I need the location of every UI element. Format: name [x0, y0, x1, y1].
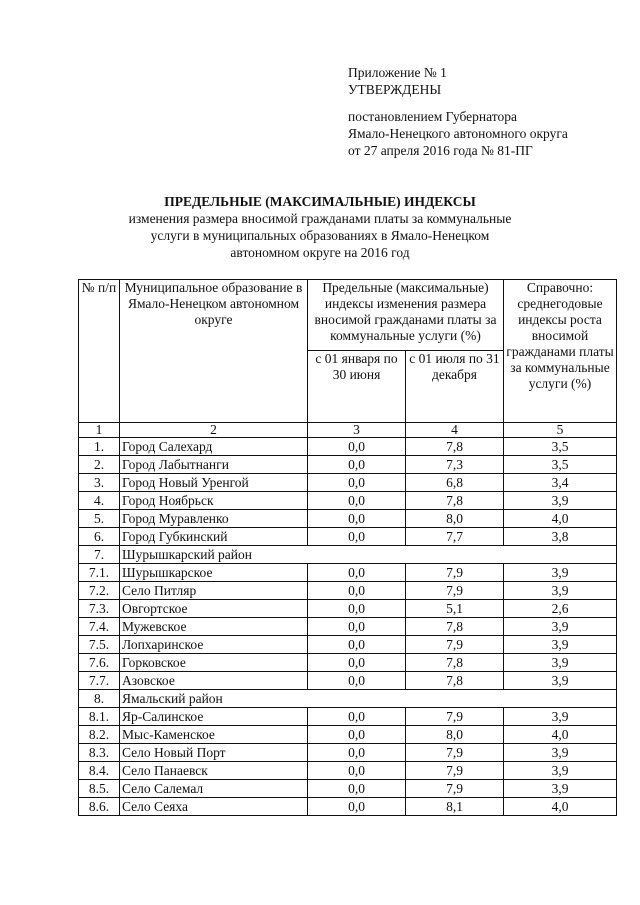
reference-index: 3,9	[504, 744, 617, 762]
indices-table	[78, 279, 617, 816]
table-row	[79, 780, 617, 798]
municipality-name: Село Панаевск	[120, 762, 308, 780]
index-period-2: 7,9	[406, 762, 504, 780]
index-period-2: 7,8	[406, 618, 504, 636]
index-period-1: 0,0	[308, 654, 406, 672]
index-period-1: 0,0	[308, 636, 406, 654]
row-number: 7.	[79, 546, 120, 564]
reference-index: 3,8	[504, 528, 617, 546]
index-period-2: 7,9	[406, 780, 504, 798]
region-line: Ямало-Ненецкого автономного округа	[348, 126, 568, 141]
index-period-2: 7,7	[406, 528, 504, 546]
index-period-2: 7,9	[406, 708, 504, 726]
district-name: Шурышкарский район	[120, 546, 617, 564]
municipality-name: Яр-Салинское	[120, 708, 308, 726]
column-number: 2	[120, 423, 308, 438]
header-reference: Справочно: среднегодовые индексы роста вносимой гражданами платы за коммунальные услуги (%)	[504, 280, 617, 423]
reference-index: 3,9	[504, 780, 617, 798]
row-number: 2.	[79, 456, 120, 474]
row-number: 8.2.	[79, 726, 120, 744]
index-period-2: 8,0	[406, 726, 504, 744]
table-row	[79, 618, 617, 636]
index-period-1: 0,0	[308, 510, 406, 528]
section-row	[79, 546, 617, 564]
index-period-1: 0,0	[308, 798, 406, 816]
header-period-1: с 01 января по 30 июня	[308, 351, 406, 423]
index-period-1: 0,0	[308, 438, 406, 456]
table-row	[79, 600, 617, 618]
index-period-2: 8,0	[406, 510, 504, 528]
reference-index: 3,9	[504, 564, 617, 582]
index-period-1: 0,0	[308, 456, 406, 474]
reference-index: 3,9	[504, 582, 617, 600]
municipality-name: Село Салемал	[120, 780, 308, 798]
reference-index: 3,9	[504, 492, 617, 510]
index-period-1: 0,0	[308, 672, 406, 690]
municipality-name: Азовское	[120, 672, 308, 690]
table-row	[79, 726, 617, 744]
column-number-row	[79, 423, 617, 438]
index-period-1: 0,0	[308, 582, 406, 600]
decree-date: от 27 апреля 2016 года № 81-ПГ	[348, 143, 533, 158]
index-period-1: 0,0	[308, 744, 406, 762]
table-row	[79, 510, 617, 528]
table-row	[79, 654, 617, 672]
header-num: № п/п	[79, 280, 120, 423]
municipality-name: Овгортское	[120, 600, 308, 618]
row-number: 8.	[79, 690, 120, 708]
row-number: 8.6.	[79, 798, 120, 816]
row-number: 5.	[79, 510, 120, 528]
reference-index: 3,4	[504, 474, 617, 492]
row-number: 7.7.	[79, 672, 120, 690]
index-period-1: 0,0	[308, 528, 406, 546]
row-number: 7.1.	[79, 564, 120, 582]
approved-label: УТВЕРЖДЕНЫ	[348, 82, 442, 97]
table-row	[79, 582, 617, 600]
municipality-name: Лопхаринское	[120, 636, 308, 654]
header-municipality: Муниципальное образование в Ямало-Ненецком автономном округе	[120, 280, 308, 423]
row-number: 6.	[79, 528, 120, 546]
index-period-1: 0,0	[308, 780, 406, 798]
municipality-name: Город Салехард	[120, 438, 308, 456]
index-period-2: 7,8	[406, 672, 504, 690]
table-row	[79, 438, 617, 456]
reference-index: 4,0	[504, 510, 617, 528]
table-row	[79, 708, 617, 726]
municipality-name: Город Лабытнанги	[120, 456, 308, 474]
column-number: 4	[406, 423, 504, 438]
index-period-1: 0,0	[308, 618, 406, 636]
row-number: 4.	[79, 492, 120, 510]
table-row	[79, 474, 617, 492]
index-period-2: 7,8	[406, 438, 504, 456]
section-row	[79, 690, 617, 708]
title-sub-2: услуги в муниципальных образованиях в Ямало-Ненецком	[150, 228, 490, 243]
header-period-2: с 01 июля по 31 декабря	[406, 351, 504, 423]
document-title	[90, 193, 550, 261]
title-sub-3: автономном округе на 2016 год	[230, 245, 410, 260]
index-period-2: 7,8	[406, 654, 504, 672]
index-period-1: 0,0	[308, 492, 406, 510]
municipality-name: Шурышкарское	[120, 564, 308, 582]
index-period-2: 5,1	[406, 600, 504, 618]
index-period-2: 8,1	[406, 798, 504, 816]
index-period-2: 7,8	[406, 492, 504, 510]
table-row	[79, 564, 617, 582]
index-period-2: 7,3	[406, 456, 504, 474]
reference-index: 2,6	[504, 600, 617, 618]
column-number: 1	[79, 423, 120, 438]
index-period-1: 0,0	[308, 726, 406, 744]
index-period-1: 0,0	[308, 474, 406, 492]
row-number: 3.	[79, 474, 120, 492]
index-period-1: 0,0	[308, 564, 406, 582]
index-period-2: 6,8	[406, 474, 504, 492]
row-number: 7.2.	[79, 582, 120, 600]
reference-index: 3,5	[504, 438, 617, 456]
reference-index: 3,5	[504, 456, 617, 474]
reference-index: 3,9	[504, 636, 617, 654]
row-number: 1.	[79, 438, 120, 456]
municipality-name: Село Новый Порт	[120, 744, 308, 762]
table-row	[79, 762, 617, 780]
municipality-name: Город Ноябрьск	[120, 492, 308, 510]
reference-index: 3,9	[504, 618, 617, 636]
row-number: 8.1.	[79, 708, 120, 726]
table-row	[79, 528, 617, 546]
row-number: 8.4.	[79, 762, 120, 780]
index-period-1: 0,0	[308, 708, 406, 726]
row-number: 8.5.	[79, 780, 120, 798]
municipality-name: Село Питляр	[120, 582, 308, 600]
reference-index: 3,9	[504, 654, 617, 672]
index-period-2: 7,9	[406, 582, 504, 600]
index-period-2: 7,9	[406, 744, 504, 762]
table-row	[79, 636, 617, 654]
index-period-1: 0,0	[308, 600, 406, 618]
municipality-name: Город Губкинский	[120, 528, 308, 546]
reference-index: 3,9	[504, 708, 617, 726]
table-row	[79, 456, 617, 474]
decree-line: постановлением Губернатора	[348, 109, 517, 124]
column-number: 5	[504, 423, 617, 438]
reference-index: 4,0	[504, 798, 617, 816]
index-period-1: 0,0	[308, 762, 406, 780]
title-sub-1: изменения размера вносимой гражданами платы за коммунальные	[128, 211, 512, 226]
table-row	[79, 744, 617, 762]
row-number: 7.5.	[79, 636, 120, 654]
row-number: 8.3.	[79, 744, 120, 762]
municipality-name: Село Сеяха	[120, 798, 308, 816]
district-name: Ямальский район	[120, 690, 617, 708]
municipality-name: Горковское	[120, 654, 308, 672]
appendix-label: Приложение № 1	[348, 65, 447, 80]
row-number: 7.4.	[79, 618, 120, 636]
municipality-name: Город Новый Уренгой	[120, 474, 308, 492]
reference-index: 4,0	[504, 726, 617, 744]
column-number: 3	[308, 423, 406, 438]
row-number: 7.6.	[79, 654, 120, 672]
row-number: 7.3.	[79, 600, 120, 618]
municipality-name: Мыс-Каменское	[120, 726, 308, 744]
approval-block	[348, 64, 628, 159]
reference-index: 3,9	[504, 672, 617, 690]
index-period-2: 7,9	[406, 564, 504, 582]
title-main: ПРЕДЕЛЬНЫЕ (МАКСИМАЛЬНЫЕ) ИНДЕКСЫ	[164, 194, 476, 209]
index-period-2: 7,9	[406, 636, 504, 654]
table-row	[79, 798, 617, 816]
table-row	[79, 672, 617, 690]
municipality-name: Город Муравленко	[120, 510, 308, 528]
table-row	[79, 492, 617, 510]
header-limit-indices: Предельные (максимальные) индексы изменения размера вносимой гражданами платы за коммунальные услуги (%)	[308, 280, 504, 351]
municipality-name: Мужевское	[120, 618, 308, 636]
reference-index: 3,9	[504, 762, 617, 780]
